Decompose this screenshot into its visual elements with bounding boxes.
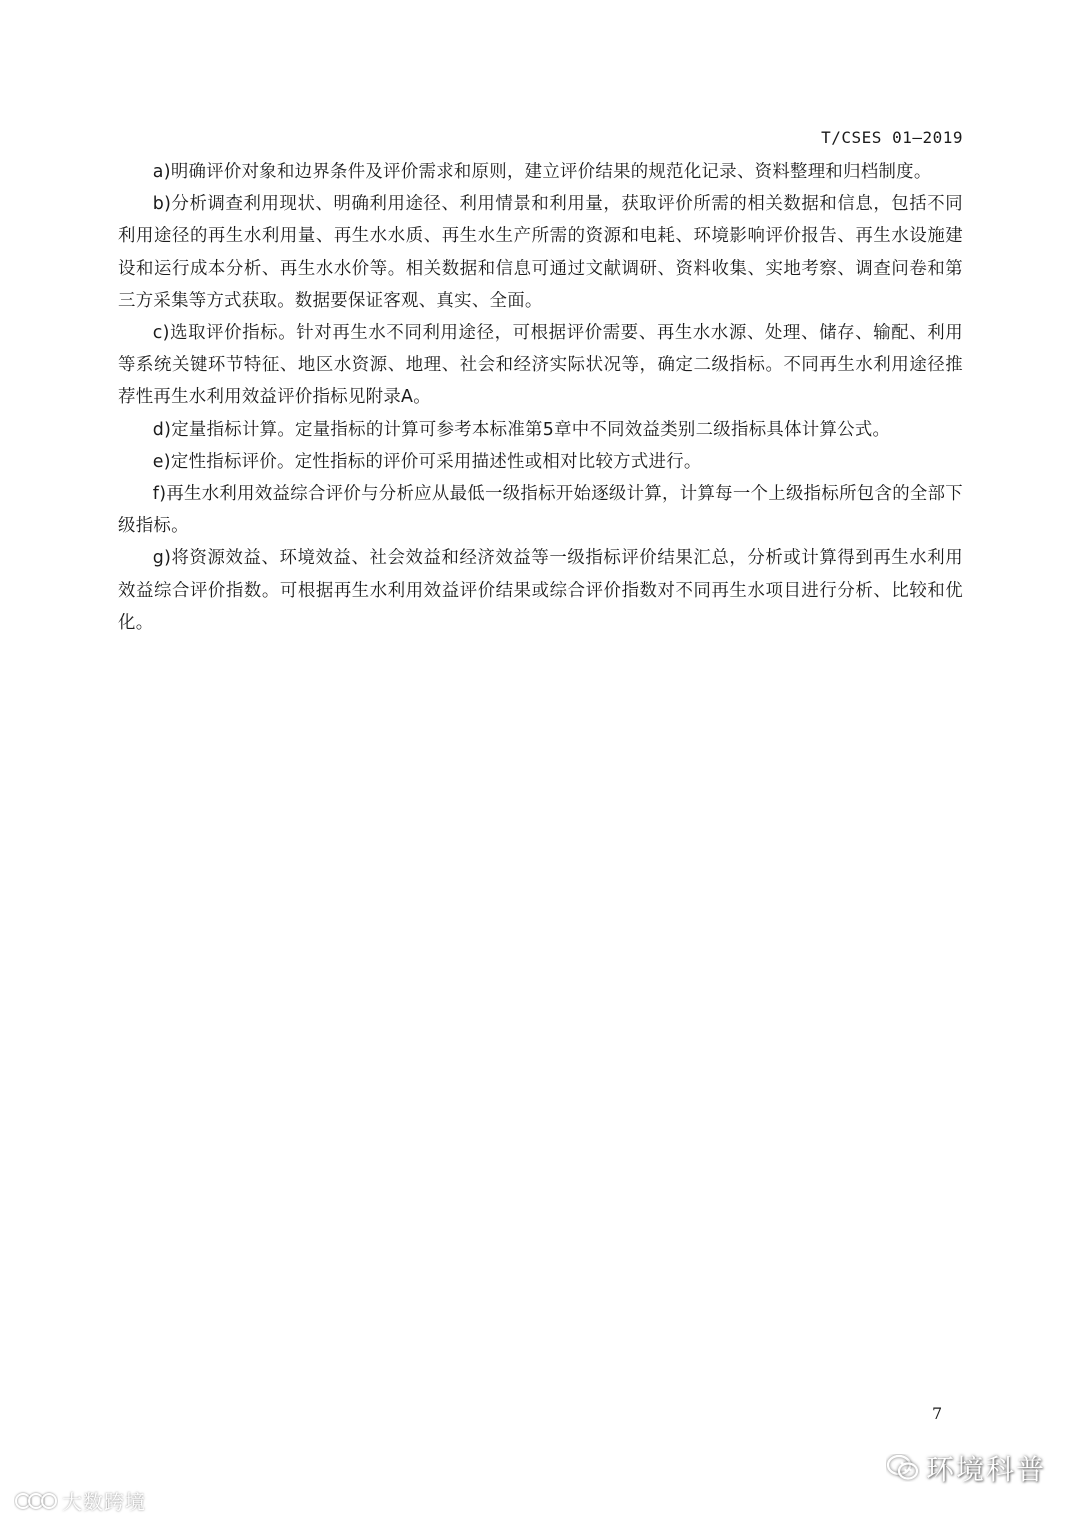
paragraph-c: c)选取评价指标。针对再生水不同利用途径，可根据评价需要、再生水水源、处理、储存、输配、利用等系统关键环节特征、地区水资源、地理、社会和经济实际状况等，确定二级指标。不同再生水利用途径推荐性再生水利用效益评价指标见附录A。 — [118, 323, 963, 408]
watermark-wechat — [886, 1448, 1046, 1488]
page-number: 7 — [932, 1404, 943, 1423]
paragraph-a: a)明确评价对象和边界条件及评价需求和原则，建立评价结果的规范化记录、资料整理和归档制度。 — [152, 162, 932, 182]
document-body — [118, 156, 963, 639]
watermark-right-text: 环境科普 — [925, 1453, 1046, 1486]
wechat-icon — [886, 1454, 920, 1482]
brand-icon — [14, 1490, 58, 1512]
document-code: T/CSES 01—2019 — [821, 128, 963, 147]
paragraph-b: b)分析调查利用现状、明确利用途径、利用情景和利用量，获取评价所需的相关数据和信息，包括不同利用途径的再生水利用量、再生水水质、再生水生产所需的资源和电耗、环境影响评价报告、再生水设施建设和运行成本分析、再生水水价等。相关数据和信息可通过文献调研、资料收集、实地考察、调查问卷和第三方采集等方式获取。数据要保证客观、真实、全面。 — [118, 194, 963, 311]
paragraph-g: g)将资源效益、环境效益、社会效益和经济效益等一级指标评价结果汇总，分析或计算得到再生水利用效益综合评价指数。可根据再生水利用效益评价结果或综合评价指数对不同再生水项目进行分析、比较和优化。 — [118, 548, 963, 633]
watermark-brand — [14, 1486, 146, 1515]
paragraph-f: f)再生水利用效益综合评价与分析应从最低一级指标开始逐级计算，计算每一个上级指标所包含的全部下级指标。 — [118, 484, 963, 537]
paragraph-e: e)定性指标评价。定性指标的评价可采用描述性或相对比较方式进行。 — [152, 451, 702, 472]
paragraph-d: d)定量指标计算。定量指标的计算可参考本标准第5章中不同效益类别二级指标具体计算公式。 — [152, 419, 891, 440]
watermark-left-text: 大数跨境 — [62, 1490, 146, 1514]
